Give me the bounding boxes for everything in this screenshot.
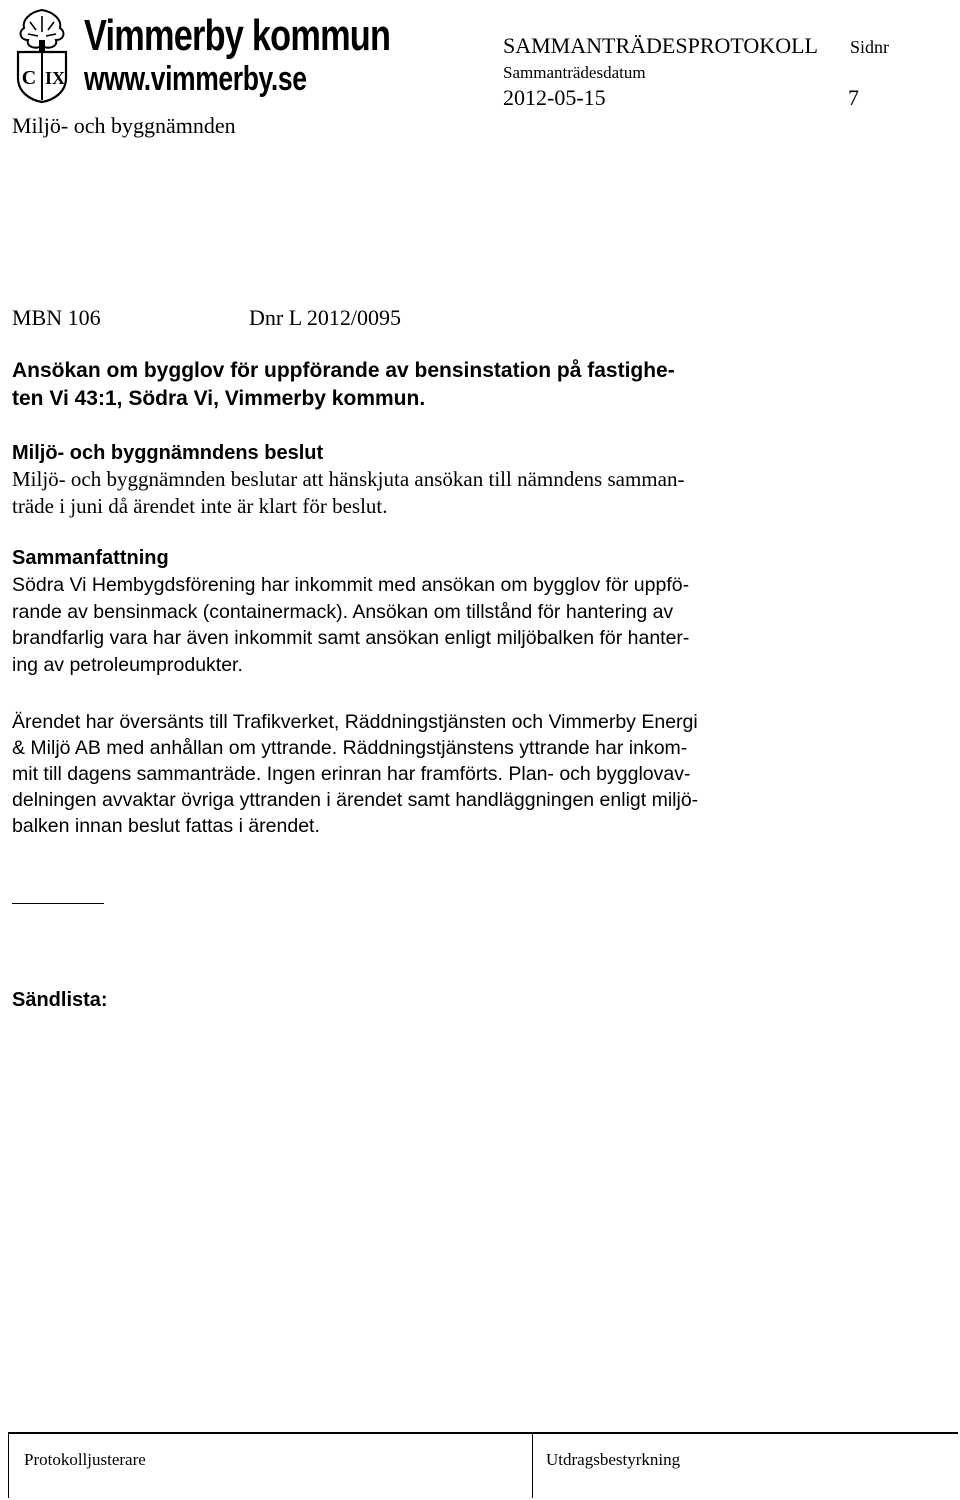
footer-signatory-label: Protokolljusterare — [24, 1450, 146, 1469]
decision-line: Miljö- och byggnämnden beslutar att hänskjuta ansökan till nämndens samman- — [12, 467, 685, 491]
svg-text:IX: IX — [44, 68, 66, 88]
footer-rule — [8, 1432, 958, 1434]
page-number-label: Sidnr — [850, 37, 890, 57]
svg-text:C: C — [21, 67, 37, 89]
meeting-date-label: Sammanträdesdatum — [503, 63, 646, 82]
summary-line: brandfarlig vara har även inkommit samt ansökan enligt miljöbalken för hanter- — [12, 627, 690, 649]
decision-line: träde i juni då ärendet inte är klart för beslut. — [12, 493, 388, 518]
footer-certification-label: Utdragsbestyrkning — [546, 1450, 681, 1469]
section-divider — [12, 903, 104, 904]
registration-number: Dnr L 2012/0095 — [249, 305, 401, 330]
summary-line: ing av petroleumprodukter. — [12, 653, 243, 676]
logo-name: Vimmerby kommun — [84, 11, 391, 60]
summary-line: rande av bensinmack (containermack). Ansökan om tillstånd för hantering av — [12, 600, 674, 623]
case-title — [12, 357, 772, 413]
case-number: MBN 106 — [12, 305, 101, 330]
summary-heading: Sammanfattning — [12, 547, 169, 569]
summary-line: Södra Vi Hembygdsförening har inkommit med ansökan om bygglov för uppfö- — [12, 574, 690, 596]
footer-divider — [8, 1432, 9, 1498]
page-number: 7 — [848, 85, 859, 110]
logo-url: www.vimmerby.se — [84, 60, 307, 98]
footer-divider — [532, 1432, 533, 1498]
department-name: Miljö- och byggnämnden — [12, 113, 236, 138]
decision-text — [12, 466, 772, 519]
summary-line: & Miljö AB med anhållan om yttrande. Räddningstjänstens yttrande har inkom- — [12, 737, 688, 759]
summary-paragraph — [12, 572, 772, 678]
summary-line: Ärendet har översänts till Trafikverket, Räddningstjänsten och Vimmerby Energi — [12, 711, 698, 733]
case-title-line: ten Vi 43:1, Södra Vi, Vimmerby kommun. — [12, 387, 426, 410]
summary-paragraph-2 — [12, 709, 772, 839]
summary-line: balken innan beslut fattas i ärendet. — [12, 815, 320, 837]
summary-line: delningen avvaktar övriga yttranden i ärendet samt handläggningen enligt miljö- — [12, 789, 699, 811]
distribution-heading: Sändlista: — [12, 989, 108, 1011]
vimmerby-coat-of-arms-icon — [8, 6, 76, 104]
protocol-title: SAMMANTRÄDESPROTOKOLL — [503, 33, 818, 58]
case-title-line: Ansökan om bygglov för uppförande av bensinstation på fastighe- — [12, 359, 675, 382]
summary-line: mit till dagens sammanträde. Ingen erinran har framförts. Plan- och bygglovav- — [12, 763, 691, 785]
meeting-date: 2012-05-15 — [503, 85, 606, 110]
decision-heading: Miljö- och byggnämndens beslut — [12, 442, 324, 464]
